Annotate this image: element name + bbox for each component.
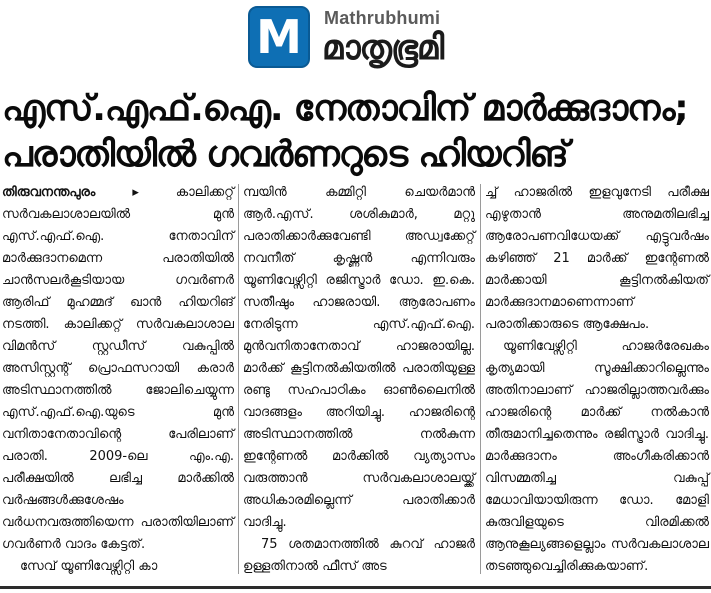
headline-line-1: എസ്.എഫ്.ഐ. നേതാവിന് മാർക്കുദാനം; xyxy=(2,88,688,129)
masthead xyxy=(0,0,711,84)
headline xyxy=(0,86,711,178)
article-body xyxy=(0,182,711,577)
article-paragraph: 75 ശതമാനത്തിൽ കുറവ് ഹാജർ ഉള്ളതിനാൽ ഫീസ് അട xyxy=(243,537,475,574)
brand-name-malayalam: മാതൃഭൂമി xyxy=(322,28,444,68)
article-paragraph: മ്പയിൻ കമ്മിറ്റി ചെയർമാൻ ആർ.എസ്. ശശികുമാർ, മറ്റു പരാതിക്കാർക്കുവേണ്ടി അഡ്വക്കേറ്റ് നവനീത് കൃഷ്ണൻ എന്നിവരും യൂണിവേഴ്സിറ്റി രജിസ്ട്രാർ ഡോ. ഇ.കെ. സതീഷും ഹാജരായി. ആരോപണം നേരിടുന്ന എസ്.എഫ്.ഐ. മുൻവനിതാനേതാവ് ഹാജരായില്ല. മാർക്ക് കൂട്ടിനൽകിയതിൽ പരാതിയുള്ള രണ്ടു സഹപാഠികം ഓൺലൈനിൽ വാദങ്ങളം അറിയിച്ചു. ഹാജരിന്റെ അടിസ്ഥാനത്തിൽ നൽകുന്ന ഇന്റേണൽ മാർക്കിൽ വ്യത്യാസം വരുത്താൻ സർവകലാശാലയ്ക്ക് അധികാരമില്ലെന്ന് പരാതിക്കാർ വാദിച്ചു. xyxy=(243,185,475,530)
headline-line-2: പരാതിയിൽ ഗവർണറുടെ ഹിയറിങ് xyxy=(2,134,568,175)
article-column-3 xyxy=(485,182,709,577)
logo-letter: M xyxy=(256,10,302,64)
article-paragraph: ച്ച് ഹാജരിൽ ഇളവുനേടി പരീക്ഷ എഴുതാൻ അനുമതിലഭിച്ച ആരോപണവിധേയക്ക് എട്ടുവർഷം കഴിഞ്ഞ് 21 മാർക്ക് ഇന്റേണൽ മാർക്കായി കൂട്ടിനൽകിയത് മാർക്കുദാനമാണെന്നാണ് പരാതിക്കാരുടെ ആക്ഷേപം. xyxy=(485,185,709,332)
paragraph-text: കാലിക്കറ്റ് സർവകലാശാലയിൽ മുൻ എസ്.എഫ്.ഐ. നേതാവിന് മാർക്കുദാനമെന്ന പരാതിയിൽ ചാൻസലർകൂടിയായ ഗവർണർ ആരിഫ് മുഹമ്മദ് ഖാൻ ഹിയറിങ് നടത്തി. കാലിക്കറ്റ് സർവകലാശാല വിമൻസ് സ്റ്റഡീസ് വകുപ്പിൽ അസിസ്റ്റന്റ് പ്രൊഫസറായി കരാർ അടിസ്ഥാനത്തിൽ ജോലിചെയ്യുന്ന എസ്.എഫ്.ഐ.യുടെ മുൻ വനിതാനേതാവിന്റെ പേരിലാണ് പരാതി. 2009-ലെ എം.എ. പരീക്ഷയിൽ ലഭിച്ച മാർക്കിൽ വർഷങ്ങൾക്കുശേഷം വർധനവരുത്തിയെന്ന പരാതിയിലാണ് ഗവർണർ വാദം കേട്ടത്. xyxy=(2,185,234,552)
brand-name-english: Mathrubhumi xyxy=(324,8,441,28)
article-paragraph xyxy=(2,182,234,556)
footer-rule xyxy=(0,586,711,589)
article-paragraph: യൂണിവേഴ്സിറ്റി ഹാജർരേഖകം കൃത്യമായി സൂക്ഷിക്കാറില്ലെന്നും അതിനാലാണ് ഹാജരില്ലാത്തവർക്കും ഹാജരിന്റെ മാർക്ക് നൽകാൻ തീരുമാനിച്ചതെന്നും രജിസ്ട്രാർ വാദിച്ചു. മാർക്കുദാനം അംഗീകരിക്കാൻ വിസമ്മതിച്ച വകുപ്പ് മേധാവിയായിരുന്ന ഡോ. മോളി കുരുവിളയുടെ വിരമിക്കൽ ആനുകൂല്യങ്ങളെല്ലാം സർവകലാശാല തടഞ്ഞുവെച്ചിരിക്കുകയാണ്. xyxy=(485,339,709,574)
mathrubhumi-logo-icon xyxy=(248,6,310,68)
article-column-2 xyxy=(243,182,475,577)
article-column-1 xyxy=(2,182,234,577)
dateline: തിരുവനന്തപുരം ▸ xyxy=(2,185,139,200)
article-paragraph: സേവ് യൂണിവേഴ്സിറ്റി കാ xyxy=(20,559,158,574)
